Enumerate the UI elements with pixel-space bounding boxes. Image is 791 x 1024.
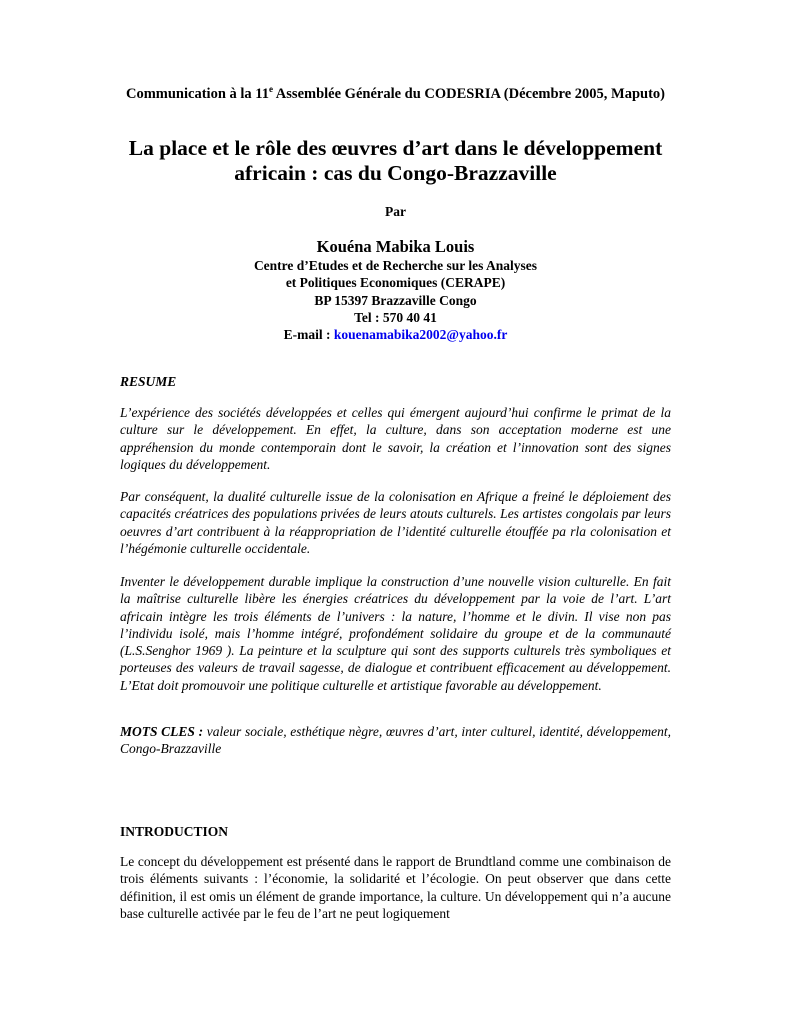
author-name: Kouéna Mabika Louis	[316, 237, 475, 256]
keywords-paragraph	[120, 723, 671, 758]
ordinal-superscript: e	[268, 84, 273, 94]
conference-header-text: Communication à la 11	[125, 86, 269, 102]
affiliation-line-2: et Politiques Economiques (CERAPE)	[285, 275, 506, 291]
by-label: Par	[385, 204, 406, 219]
paper-title: La place et le rôle des œuvres d’art dans le développement africain : cas du Congo-Brazzaville	[128, 136, 663, 185]
introduction-paragraph: Le concept du développement est présenté dans le rapport de Brundtland comme une combinaison de trois éléments suivants : l’économie, la solidarité et l’écologie. On peut observer que dans cette définition, il est omis un élément de grande importance, la culture. Un développement qui n’a aucune base culturelle activée par le feu de l’art ne peut logiquement	[120, 854, 671, 921]
abstract-paragraph-2: Par conséquent, la dualité culturelle issue de la colonisation en Afrique a freiné le déploiement des capacités créatrices des populations privées de leurs atouts culturels. Les artistes congolais par leurs oeuvres d’art contribuent à la réappropriation de l’identité culturelle étouffée pa rla colonisation et l’hégémonie culturelle occidentale.	[120, 489, 671, 556]
author-block	[0, 237, 791, 343]
email-link[interactable]: kouenamabika2002@yahoo.fr	[333, 327, 508, 343]
conference-header-text-end: Assemblée Générale du CODESRIA (Décembre 2005, Maputo)	[272, 86, 665, 102]
abstract-paragraph-3: Inventer le développement durable implique la construction d’une nouvelle vision culturelle. En fait la maîtrise culturelle libère les énergies créatrices du développement par la voie de l’art. L’art africain intègre les trois éléments de l’univers : la nature, l’homme et le divin. Il vise non pas l’individu isolé, mais l’homme intégré, profondément solidaire du groupe et de la communauté (L.S.Senghor 1969 ). La peinture et la sculpture qui sont des supports culturels très symboliques et porteuses des valeurs de travail sagesse, de dialogue et contribuent efficacement au développement. L’Etat doit promouvoir une politique culturelle et artistique favorable au développement.	[120, 574, 671, 693]
keywords-label: MOTS CLES :	[120, 724, 207, 739]
phone-number: Tel : 570 40 41	[354, 309, 437, 325]
email-line	[0, 326, 791, 343]
postal-address: BP 15397 Brazzaville Congo	[314, 292, 477, 308]
abstract-heading: RESUME	[120, 374, 177, 389]
affiliation-line-1: Centre d’Etudes et de Recherche sur les Analyses	[253, 258, 538, 273]
conference-header	[0, 85, 791, 103]
abstract-paragraph-1: L’expérience des sociétés développées et celles qui émergent aujourd’hui confirme le primat de la culture sur le développement. En effet, la culture, dans son acceptation moderne est une appréhension du monde contemporain dont le savoir, la création et l’innovation sont des signes logiques du développement.	[120, 405, 671, 472]
introduction-heading: INTRODUCTION	[120, 824, 229, 839]
email-label: E-mail :	[283, 327, 334, 343]
keywords-text: valeur sociale, esthétique nègre, œuvres d’art, inter culturel, identité, développement, Congo-Brazzaville	[120, 724, 671, 757]
